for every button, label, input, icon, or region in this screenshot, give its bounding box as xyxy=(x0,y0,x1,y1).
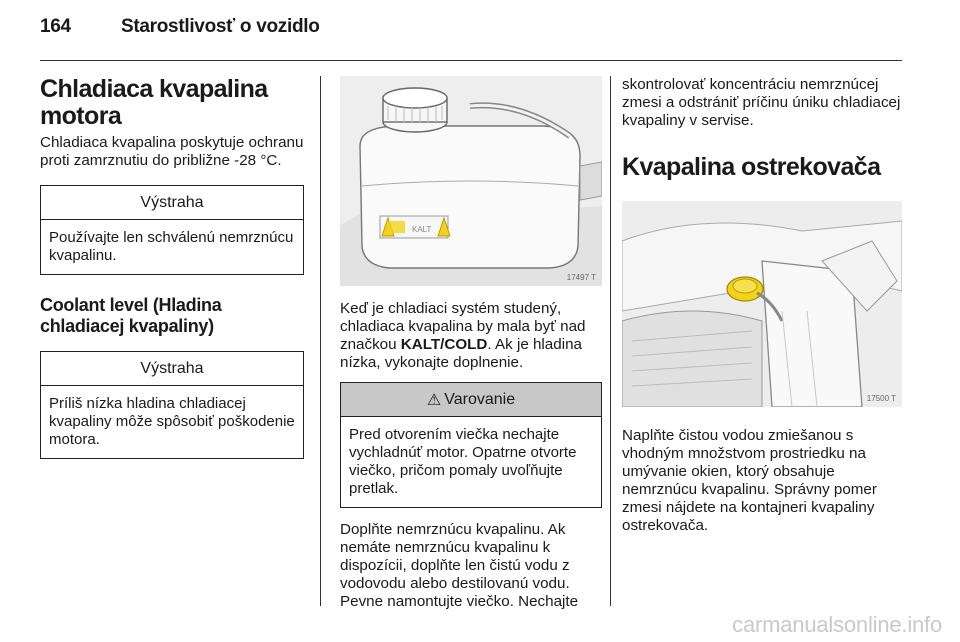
image-code: 17500 T xyxy=(866,394,896,403)
column-divider-1 xyxy=(320,76,321,606)
warning-triangle-icon: ⚠ xyxy=(426,391,442,409)
warning-title-1: Výstraha xyxy=(41,186,303,220)
refill-paragraph: Doplňte nemrznúcu kvapalinu. Ak nemáte nemrznúcu kvapalinu k dispozícii, doplňte len čistú vodu z vodovodu alebo destilovanú vodu. Pevne namontujte viečko. Nechajte xyxy=(340,521,579,610)
coolant-reservoir-drawing xyxy=(340,76,602,286)
washer-fluid-heading: Kvapalina ostrekovača xyxy=(622,153,881,181)
warning-title-2: Výstraha xyxy=(41,352,303,386)
caution-box xyxy=(340,382,602,508)
section-heading: Chladiaca kvapalina motora xyxy=(40,75,268,130)
header-rule xyxy=(40,60,902,61)
image-code: 17497 T xyxy=(566,273,596,282)
column-1 xyxy=(40,76,304,459)
intro-paragraph: Chladiaca kvapalina poskytuje ochranu proti zamrznutiu do približne -28 °C. xyxy=(40,134,304,169)
washer-reservoir-drawing xyxy=(622,201,902,407)
column-3 xyxy=(622,76,902,535)
caution-title: Varovanie xyxy=(444,390,516,408)
para1-text-end: . Ak je hladina nízka, vykonajte doplnenie. xyxy=(340,336,582,371)
caution-header xyxy=(341,383,601,417)
warning-box-2 xyxy=(40,351,304,459)
kalt-cold-mark: KALT/COLD xyxy=(400,336,488,353)
subheading-coolant-level: Coolant level (Hladina chladiacej kvapaliny) xyxy=(40,295,222,336)
coolant-reservoir-illustration xyxy=(340,76,602,286)
warning-box-1 xyxy=(40,185,304,275)
watermark: carmanualsonline.info xyxy=(732,612,942,637)
section-title: Starostlivosť o vozidlo xyxy=(120,16,320,37)
column-divider-2 xyxy=(610,76,611,606)
warning-text-2: Príliš nízka hladina chladiacej kvapaliny môže spôsobiť poškodenie motora. xyxy=(49,395,295,448)
page-number: 164 xyxy=(40,16,71,37)
coolant-level-paragraph xyxy=(340,300,602,372)
washer-reservoir-illustration xyxy=(622,201,902,407)
reservoir-level-mark: KALT xyxy=(412,225,432,234)
warning-text-1: Používajte len schválenú nemrznúcu kvapalinu. xyxy=(49,229,294,264)
para1-text: Keď je chladiaci systém studený, chladiaca kvapalina by mala byť nad značkou xyxy=(340,300,586,353)
washer-fluid-paragraph: Naplňte čistou vodou zmiešanou s vhodným množstvom prostriedku na umývanie okien, ktorý obsahuje nemrznúcu kvapalinu. Správny pomer zmesi nájdete na kontajneri kvapaliny ostrekovača. xyxy=(622,427,877,534)
page-header xyxy=(40,16,320,38)
caution-text: Pred otvorením viečka nechajte vychladnúť motor. Opatrne otvorte viečko, pričom pomaly uvoľňujte pretlak. xyxy=(349,426,577,497)
continued-paragraph: skontrolovať koncentráciu nemrznúcej zmesi a odstrániť príčinu úniku chladiacej kvapaliny v servise. xyxy=(622,76,901,129)
column-2 xyxy=(340,76,602,611)
